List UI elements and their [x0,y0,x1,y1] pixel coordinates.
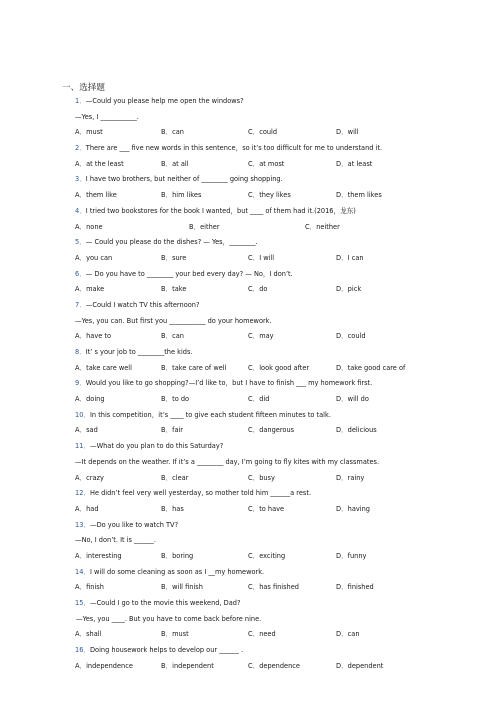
option-d[interactable]: D．take good care of [336,363,406,372]
option-c[interactable]: C．need [248,630,276,639]
option-b[interactable]: B．fair [161,426,184,435]
question-text: It’ s your job to ________the kids. [85,348,193,356]
answer-options [62,661,482,677]
option-d[interactable]: D．funny [336,551,367,560]
question-stem [62,347,482,363]
answer-options [62,504,482,520]
option-a[interactable]: A．them like [75,191,117,200]
option-c[interactable]: C．has finished [248,583,299,592]
question-text: I tried two bookstores for the book I wanted，but ____ of them had it.(2016，龙东) [85,206,356,215]
question-stem [62,237,482,253]
question-number: 16． [75,646,90,655]
option-c[interactable]: C．they likes [248,191,291,200]
question-text: There are ___ five new words in this sentence，so it’s too difficult for me to understand it. [85,144,383,153]
question-number: 3． [75,175,86,184]
option-a[interactable]: A．at the least [75,159,124,168]
question-text: Doing housework helps to develop our ______ . [89,646,244,655]
option-b[interactable]: B．clear [161,473,189,482]
option-d[interactable]: D．I can [336,253,364,262]
option-d[interactable]: D．at least [336,159,373,168]
option-b[interactable]: B．must [161,630,189,639]
question-stem [62,300,482,316]
question-number: 10． [75,410,90,419]
question-number: 1． [75,97,86,105]
option-c[interactable]: C．busy [248,473,275,482]
option-c[interactable]: C．do [248,285,268,294]
option-a[interactable]: A．crazy [75,473,104,482]
option-a[interactable]: A．sad [75,426,98,435]
question-stem [62,269,482,285]
question-text: I have two brothers, but neither of ________ going shopping. [85,175,283,184]
option-d[interactable]: D．them likes [336,191,382,200]
question-number: 4． [75,206,86,215]
question-stem [62,96,482,112]
option-d[interactable]: D．will do [336,395,369,404]
option-c[interactable]: C．did [248,395,270,404]
question-list [62,96,482,676]
question-text: I will do some cleaning as soon as I __my homework. [89,567,265,576]
question-text: In this competition，it’s ____ to give each student fifteen minutes to talk. [89,410,331,419]
answer-options [62,284,482,300]
option-b[interactable]: B．either [189,222,220,231]
option-b[interactable]: B．has [161,504,184,513]
question-text: He didn’t feel very well yesterday, so mother told him ______a rest. [89,489,312,498]
option-a[interactable]: A．have to [75,332,111,341]
question-text: — Do you have to ________ your bed every day? — No，I don’t. [85,269,293,278]
question-text: Would you like to go shopping?—I’d like to，but I have to finish ___ my homework first. [85,379,373,388]
option-a[interactable]: A．none [75,222,103,231]
option-c[interactable]: C．look good after [248,363,310,372]
option-c[interactable]: C．exciting [248,551,286,560]
option-b[interactable]: B．can [161,332,184,341]
answer-options [62,253,482,269]
answer-options [62,425,482,441]
option-d[interactable]: D．having [336,504,370,513]
question-text: —What do you plan to do this Saturday? [89,442,224,451]
answer-options [62,629,482,645]
option-c[interactable]: C．neither [305,222,340,231]
question-number: 14． [75,567,90,576]
question-number: 2． [75,144,86,153]
option-b[interactable]: B．to do [161,395,190,404]
option-c[interactable]: C．could [248,128,278,137]
option-a[interactable]: A．you can [75,253,113,262]
option-d[interactable]: D．delicious [336,426,377,435]
question-text: —Could I watch TV this afternoon? [85,300,200,309]
option-b[interactable]: B．boring [161,551,194,560]
answer-options [62,394,482,410]
answer-options [62,127,482,143]
option-a[interactable]: A．finish [75,583,104,592]
question-number: 12． [75,489,90,498]
option-b[interactable]: B．take [161,285,187,294]
option-a[interactable]: A．doing [75,395,105,404]
option-a[interactable]: A．must [75,128,103,137]
answer-options [62,331,482,347]
question-continuation: —It depends on the weather. If it’s a ________ day, I’m going to fly kites with my classmates. [75,457,380,466]
answer-options [62,582,482,598]
question-continuation: —Yes, you can. But first you ___________ do your homework. [75,316,272,325]
option-c[interactable]: C．at most [248,159,285,168]
question-number: 8． [75,348,86,356]
option-a[interactable]: A．take care well [75,363,132,372]
question-text: —Do you like to watch TV? [89,520,179,529]
option-b[interactable]: B．will finish [161,583,203,592]
question-continuation: —No, I don’t. It is ______. [75,536,156,545]
option-a[interactable]: A．had [75,504,99,513]
question-stem [62,567,482,583]
answer-options [62,159,482,175]
option-a[interactable]: A．shall [75,630,102,639]
answer-options [62,190,482,206]
question-stem [62,645,482,661]
option-d[interactable]: D．rainy [336,473,365,482]
option-c[interactable]: C．may [248,332,274,341]
option-d[interactable]: D．can [336,630,360,639]
option-c[interactable]: C．to have [248,504,285,513]
question-stem [62,488,482,504]
option-a[interactable]: A．make [75,285,105,294]
answer-options [62,222,482,238]
option-a[interactable]: A．interesting [75,551,122,560]
option-b[interactable]: B．take care of well [161,363,227,372]
option-b[interactable]: B．at all [161,159,189,168]
option-d[interactable]: D．finished [336,583,374,592]
option-b[interactable]: B．independent [161,661,214,670]
answer-options [62,551,482,567]
answer-options [62,363,482,379]
question-number: 15． [75,599,90,607]
option-c[interactable]: C．dangerous [248,426,295,435]
question-stem [62,174,482,190]
question-stem [62,410,482,426]
section-title: 一、选择题 [62,83,105,93]
question-number: 9． [75,379,86,388]
question-continuation: —Yes, you ____. But you have to come back before nine. [76,614,262,623]
option-b[interactable]: B．sure [161,253,187,262]
question-number: 11． [75,442,90,451]
option-a[interactable]: A．independence [75,661,133,670]
option-d[interactable]: D．will [336,128,359,137]
option-d[interactable]: D．could [336,332,366,341]
question-number: 5． [75,238,86,247]
option-b[interactable]: B．can [161,128,184,137]
question-stem [62,378,482,394]
option-c[interactable]: C．dependence [248,661,300,670]
option-d[interactable]: D．pick [336,285,362,294]
option-d[interactable]: D．dependent [336,661,384,670]
option-b[interactable]: B．him likes [161,191,202,200]
question-continuation: —Yes, I ___________. [75,112,139,121]
question-stem [62,206,482,222]
question-text: —Could you please help me open the windows? [85,97,244,105]
question-text: — Could you please do the dishes? — Yes，________. [85,238,258,247]
question-stem [62,441,482,457]
question-number: 7． [75,300,86,309]
question-number: 6． [75,269,86,278]
question-stem [62,520,482,536]
option-c[interactable]: C．I will [248,253,275,262]
answer-options [62,473,482,489]
question-number: 13． [75,520,90,529]
question-stem [62,143,482,159]
question-stem [62,598,482,614]
question-text: —Could I go to the movie this weekend, Dad? [89,599,241,607]
